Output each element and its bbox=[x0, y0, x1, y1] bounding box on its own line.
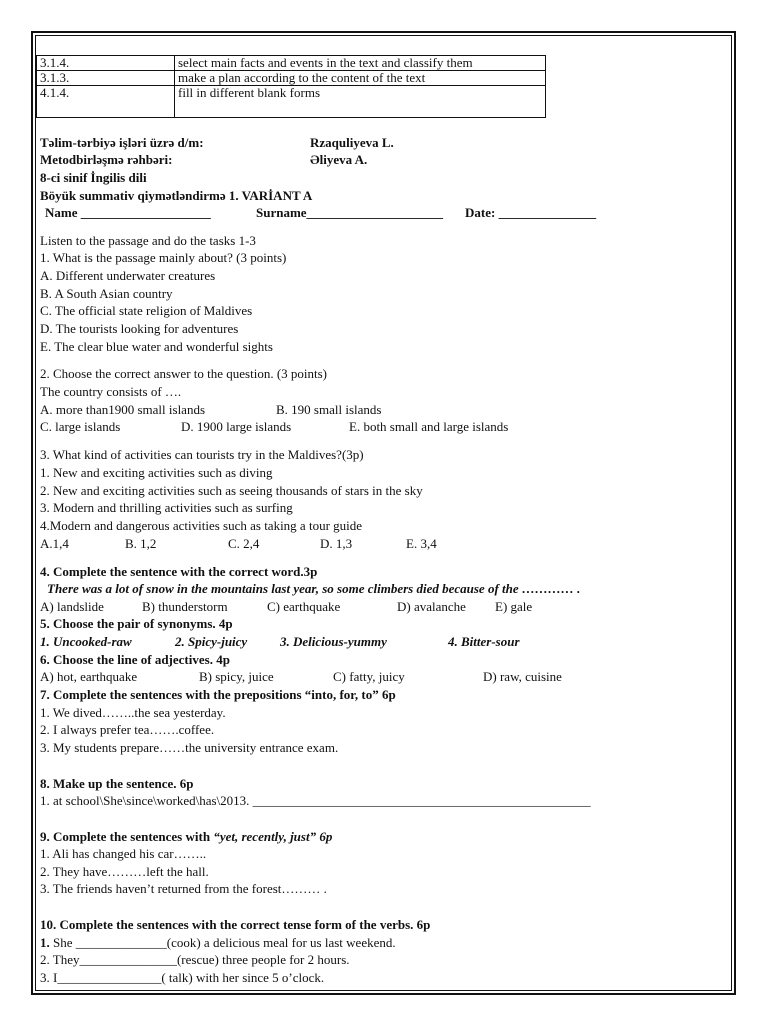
q6-option-b[interactable]: B) spicy, juice bbox=[199, 669, 274, 684]
q9-item: 3. The friends haven’t returned from the forest……… . bbox=[40, 881, 327, 896]
q10-item-number: 1. bbox=[40, 935, 50, 950]
q9-item: 1. Ali has changed his car…….. bbox=[40, 846, 207, 861]
q5-pair[interactable]: 2. Spicy-juicy bbox=[175, 634, 248, 649]
q3-item: 4.Modern and dangerous activities such as taking a tour guide bbox=[40, 518, 363, 533]
deputy-name: Rzaquliyeva L. bbox=[310, 135, 394, 150]
q1-option[interactable]: C. The official state religion of Maldives bbox=[40, 303, 253, 318]
date-field[interactable]: Date: _______________ bbox=[465, 205, 597, 220]
q2-question: 2. Choose the correct answer to the question. (3 points) bbox=[40, 366, 328, 381]
q6-option-d[interactable]: D) raw, cuisine bbox=[483, 669, 562, 684]
q4-option-b[interactable]: B) thunderstorm bbox=[142, 599, 228, 614]
q8-item[interactable]: 1. at school\She\since\worked\has\2013. ____________________________________________________ bbox=[40, 793, 591, 808]
assessment-title: Böyük summativ qiymətləndirmə 1. VARİANT A bbox=[40, 188, 313, 203]
q1-question: 1. What is the passage mainly about? (3 points) bbox=[40, 250, 287, 265]
table-row bbox=[37, 56, 546, 71]
q3-item: 3. Modern and thrilling activities such as surfing bbox=[40, 500, 293, 515]
q4-option-a[interactable]: A) landslide bbox=[40, 599, 104, 614]
q3-option-c[interactable]: C. 2,4 bbox=[228, 536, 260, 551]
q4-sentence: There was a lot of snow in the mountains last year, so some climbers died because of the ………… . bbox=[47, 581, 581, 596]
table-row bbox=[37, 71, 546, 86]
q2-option-e[interactable]: E. both small and large islands bbox=[349, 419, 509, 434]
method-name: Əliyeva A. bbox=[310, 152, 368, 167]
q3-option-d[interactable]: D. 1,3 bbox=[320, 536, 353, 551]
q2-option-c[interactable]: C. large islands bbox=[40, 419, 121, 434]
q10-item: 3. I________________( talk) with her since 5 o’clock. bbox=[40, 970, 325, 985]
q5-pair[interactable]: 1. Uncooked-raw bbox=[40, 634, 132, 649]
objective-text: fill in different blank forms bbox=[175, 86, 546, 118]
method-label: Metodbirləşmə rəhbəri: bbox=[40, 152, 173, 167]
q1-option[interactable]: A. Different underwater creatures bbox=[40, 268, 216, 283]
q1-option[interactable]: B. A South Asian country bbox=[40, 286, 173, 301]
q5-pair[interactable]: 4. Bitter-sour bbox=[448, 634, 520, 649]
q10-question: 10. Complete the sentences with the correct tense form of the verbs. 6p bbox=[40, 917, 431, 932]
q10-item: 2. They_______________(rescue) three people for 2 hours. bbox=[40, 952, 350, 967]
objective-text: make a plan according to the content of the text bbox=[175, 71, 546, 86]
q4-option-d[interactable]: D) avalanche bbox=[397, 599, 466, 614]
q3-option-b[interactable]: B. 1,2 bbox=[125, 536, 157, 551]
q1-option[interactable]: E. The clear blue water and wonderful sights bbox=[40, 339, 273, 354]
q7-item: 3. My students prepare……the university entrance exam. bbox=[40, 740, 339, 755]
q2-option-b[interactable]: B. 190 small islands bbox=[276, 402, 382, 417]
objective-code: 3.1.4. bbox=[37, 56, 175, 71]
q5-question: 5. Choose the pair of synonyms. 4p bbox=[40, 616, 233, 631]
q8-question: 8. Make up the sentence. 6p bbox=[40, 776, 194, 791]
q1-option[interactable]: D. The tourists looking for adventures bbox=[40, 321, 239, 336]
objectives-table bbox=[36, 55, 546, 118]
q4-question: 4. Complete the sentence with the correct word.3p bbox=[40, 564, 318, 579]
q10-item-text: She ______________(cook) a delicious meal for us last weekend. bbox=[49, 935, 396, 950]
name-field[interactable]: Name ____________________ bbox=[45, 205, 211, 220]
q6-option-a[interactable]: A) hot, earthquake bbox=[40, 669, 138, 684]
q9-question-text: 9. Complete the sentences with bbox=[40, 829, 214, 844]
objective-code: 3.1.3. bbox=[37, 71, 175, 86]
q9-question bbox=[40, 829, 332, 845]
q3-item: 2. New and exciting activities such as seeing thousands of stars in the sky bbox=[40, 483, 423, 498]
table-row bbox=[37, 86, 546, 118]
q7-question: 7. Complete the sentences with the prepositions “into, for, to” 6p bbox=[40, 687, 396, 702]
q7-item: 2. I always prefer tea…….coffee. bbox=[40, 722, 215, 737]
objective-text: select main facts and events in the text and classify them bbox=[175, 56, 546, 71]
q5-pair[interactable]: 3. Delicious-yummy bbox=[280, 634, 387, 649]
q3-option-a[interactable]: A.1,4 bbox=[40, 536, 69, 551]
q4-option-c[interactable]: C) earthquake bbox=[267, 599, 341, 614]
q6-question: 6. Choose the line of adjectives. 4p bbox=[40, 652, 230, 667]
objective-code: 4.1.4. bbox=[37, 86, 175, 118]
q9-item: 2. They have………left the hall. bbox=[40, 864, 209, 879]
q3-question: 3. What kind of activities can tourists try in the Maldives?(3p) bbox=[40, 447, 364, 462]
q2-stem: The country consists of …. bbox=[40, 384, 182, 399]
q3-item: 1. New and exciting activities such as diving bbox=[40, 465, 273, 480]
q6-option-c[interactable]: C) fatty, juicy bbox=[333, 669, 405, 684]
q10-item bbox=[40, 935, 396, 951]
q3-option-e[interactable]: E. 3,4 bbox=[406, 536, 437, 551]
q9-question-words: “yet, recently, just” 6p bbox=[213, 829, 333, 844]
q4-option-e[interactable]: E) gale bbox=[495, 599, 533, 614]
q7-item: 1. We dived……..the sea yesterday. bbox=[40, 705, 226, 720]
surname-field[interactable]: Surname_____________________ bbox=[256, 205, 444, 220]
listening-intro: Listen to the passage and do the tasks 1-3 bbox=[40, 233, 256, 248]
q2-option-d[interactable]: D. 1900 large islands bbox=[181, 419, 292, 434]
q2-option-a[interactable]: A. more than1900 small islands bbox=[40, 402, 206, 417]
grade-title: 8-ci sinif İngilis dili bbox=[40, 170, 147, 185]
deputy-label: Təlim-tərbiyə işləri üzrə d/m: bbox=[40, 135, 204, 150]
